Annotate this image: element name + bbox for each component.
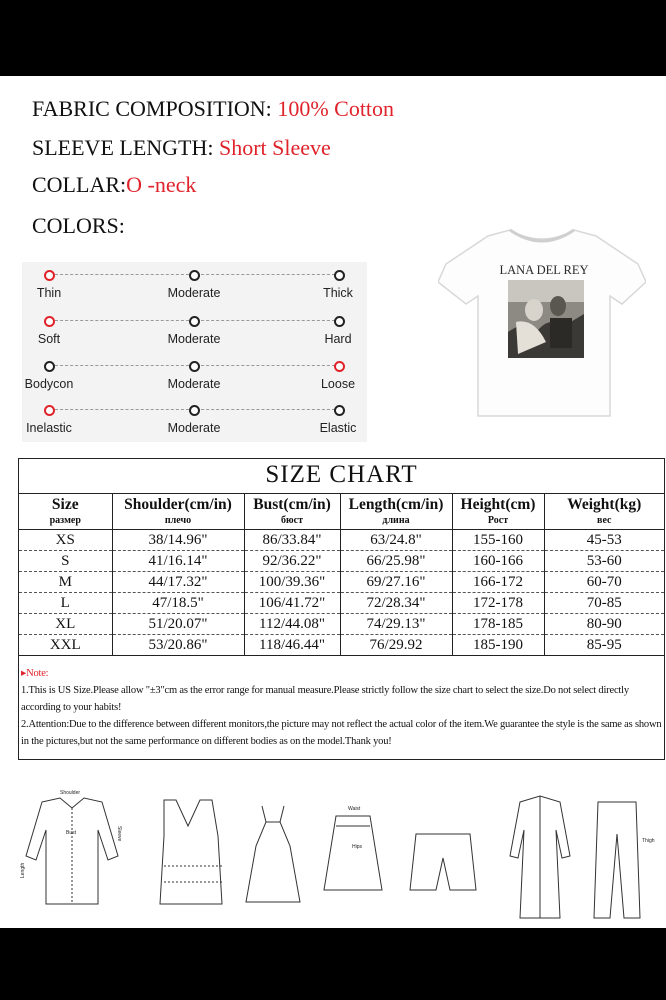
pants-measure-icon [594, 802, 640, 918]
size-table-header [19, 494, 664, 516]
table-cell: 45-53 [544, 530, 664, 551]
col-subheader: размер [19, 515, 112, 530]
scale-dot-right [334, 316, 345, 327]
table-cell: 38/14.96" [112, 530, 244, 551]
scale-label-left: Thin [36, 286, 62, 300]
size-notes [21, 665, 662, 750]
table-cell: 106/41.72" [244, 593, 340, 614]
table-cell: 41/16.14" [112, 551, 244, 572]
col-header-length: Length(cm/in) [340, 494, 452, 516]
table-cell: S [19, 551, 112, 572]
scale-dot-left [44, 405, 55, 416]
colors-label: COLORS: [32, 213, 125, 238]
scale-label-right: Hard [324, 332, 352, 346]
dress-measure-icon [246, 806, 300, 902]
label-waist: Waist [348, 806, 361, 812]
col-subheader: длина [340, 515, 452, 530]
col-header-weight: Weight(kg) [544, 494, 664, 516]
label-hips: Hips [352, 844, 363, 850]
table-cell: 74/29.13" [340, 614, 452, 635]
notes-heading: ▸Note: [21, 668, 49, 679]
tshirt-illustration [438, 222, 646, 418]
table-row [19, 551, 664, 572]
scale-label-middle: Moderate [167, 332, 221, 346]
table-cell: 160-166 [452, 551, 544, 572]
scale-dot-left [44, 270, 55, 281]
fabric-attribute-scales [22, 262, 367, 442]
collar: COLLAR:O -neck [32, 172, 197, 197]
skirt-measure-icon [324, 816, 382, 890]
scale-label-left: Bodycon [24, 377, 74, 391]
table-cell: 44/17.32" [112, 572, 244, 593]
label-length: Length [20, 862, 26, 878]
scale-dot-left [44, 316, 55, 327]
note-line-1: 1.This is US Size.Please allow "±3"cm as the error range for manual measure.Please strictly follow the size chart to select the size.Do not select directly according to your habits! [21, 685, 629, 713]
scale-dot-middle [189, 316, 200, 327]
col-header-height: Height(cm) [452, 494, 544, 516]
scale-dot-left [44, 361, 55, 372]
table-cell: 80-90 [544, 614, 664, 635]
note-line-2: 2.Attention:Due to the difference between different monitors,the picture may not reflect the actual color of the item.We guarantee the style is the same as shown in the pictures,but not the same performance on different bodies as on the model.Thank you! [21, 719, 662, 747]
table-cell: 69/27.16" [340, 572, 452, 593]
table-cell: 100/39.36" [244, 572, 340, 593]
scale-dot-right [334, 405, 345, 416]
table-cell: 178-185 [452, 614, 544, 635]
scale-dot-right [334, 361, 345, 372]
table-cell: 70-85 [544, 593, 664, 614]
table-row [19, 593, 664, 614]
table-cell: XL [19, 614, 112, 635]
table-cell: 63/24.8" [340, 530, 452, 551]
scale-dot-right [334, 270, 345, 281]
label-shoulder: Shoulder [60, 790, 81, 796]
col-subheader: вес [544, 515, 664, 530]
size-chart-title: SIZE CHART [265, 461, 418, 488]
table-cell: 112/44.08" [244, 614, 340, 635]
shirt-measure-icon [26, 798, 118, 904]
product-tshirt-image [438, 222, 646, 418]
table-cell: 155-160 [452, 530, 544, 551]
scale-dot-middle [189, 405, 200, 416]
table-cell: 66/25.98" [340, 551, 452, 572]
table-cell: 172-178 [452, 593, 544, 614]
label-sleeve: Sleeve [116, 826, 122, 842]
print-text: LANA DEL REY [499, 263, 589, 277]
scale-fit [22, 359, 367, 399]
size-table [19, 493, 664, 656]
fabric-composition: FABRIC COMPOSITION: 100% Cotton [32, 96, 395, 121]
table-cell: 47/18.5" [112, 593, 244, 614]
table-row [19, 572, 664, 593]
table-cell: 86/33.84" [244, 530, 340, 551]
shorts-measure-icon [410, 834, 476, 890]
table-cell: 118/46.44" [244, 635, 340, 656]
coat-measure-icon [510, 796, 570, 918]
print-photo-icon [508, 280, 584, 358]
table-cell: 53/20.86" [112, 635, 244, 656]
scale-label-left: Inelastic [26, 421, 72, 435]
scale-dot-middle [189, 361, 200, 372]
table-row [19, 614, 664, 635]
product-detail-image [0, 76, 666, 928]
size-table-subheader [19, 515, 664, 530]
col-header-shoulder: Shoulder(cm/in) [112, 494, 244, 516]
table-cell: XS [19, 530, 112, 551]
col-subheader: Рост [452, 515, 544, 530]
label-thigh: Thigh [642, 838, 655, 844]
table-cell: 185-190 [452, 635, 544, 656]
measurement-guide [0, 786, 666, 926]
col-subheader: бюст [244, 515, 340, 530]
scale-label-right: Thick [323, 286, 353, 300]
size-chart [18, 458, 665, 760]
vest-measure-icon [160, 800, 222, 904]
table-cell: 60-70 [544, 572, 664, 593]
scale-dot-middle [189, 270, 200, 281]
table-cell: L [19, 593, 112, 614]
table-row [19, 635, 664, 656]
sleeve-length: SLEEVE LENGTH: Short Sleeve [32, 135, 331, 160]
scale-softness [22, 314, 367, 354]
scale-label-right: Loose [320, 377, 356, 391]
table-cell: 85-95 [544, 635, 664, 656]
table-cell: XXL [19, 635, 112, 656]
col-header-size: Size [19, 494, 112, 516]
table-cell: 72/28.34" [340, 593, 452, 614]
label-bust: Bust [66, 830, 77, 836]
table-cell: 76/29.92 [340, 635, 452, 656]
scale-thickness [22, 268, 367, 308]
scale-label-right: Elastic [319, 421, 357, 435]
scale-label-middle: Moderate [167, 421, 221, 435]
scale-elasticity [22, 403, 367, 443]
table-cell: 53-60 [544, 551, 664, 572]
table-cell: M [19, 572, 112, 593]
table-cell: 92/36.22" [244, 551, 340, 572]
scale-label-left: Soft [37, 332, 61, 346]
col-subheader: плечо [112, 515, 244, 530]
col-header-bust: Bust(cm/in) [244, 494, 340, 516]
table-row [19, 530, 664, 551]
scale-label-middle: Moderate [167, 286, 221, 300]
scale-label-middle: Moderate [167, 377, 221, 391]
table-cell: 166-172 [452, 572, 544, 593]
table-cell: 51/20.07" [112, 614, 244, 635]
